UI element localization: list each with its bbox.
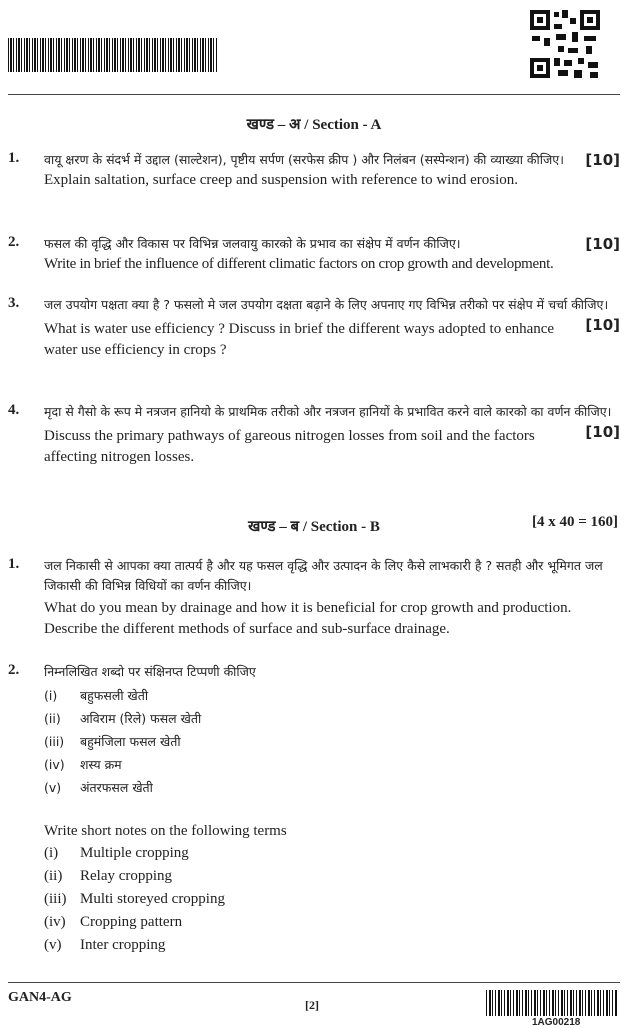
list-item: (iii) बहुमंजिला फसल खेती [44, 734, 181, 749]
qr-code-icon [528, 8, 602, 80]
question-number: 4. [8, 402, 20, 418]
question-english: Discuss the primary pathways of gareous nitrogen losses from soil and the factors affecting nitrogen losses. [44, 428, 535, 465]
question-hindi: निम्नलिखित शब्दो पर संक्षिनप्त टिप्पणी कीजिए [44, 664, 256, 679]
question-number: 2. [8, 662, 20, 678]
question-a3 [8, 295, 620, 385]
question-b1 [8, 556, 620, 646]
list-item: (v) अंतरफसल खेती [44, 780, 153, 795]
question-marks: [10] [585, 316, 620, 334]
question-hindi: मृदा से गैसो के रूप मे नत्रजन हानियो के प्राथमिक तरीको और नत्रजन हानियों के प्रभावित करने वाले कारको का वर्णन कीजिए। [10] [44, 404, 620, 441]
question-a1 [8, 150, 620, 216]
top-barcode [8, 38, 218, 72]
serial-number: 1AG00218 [532, 1017, 581, 1028]
question-marks: [10] [585, 423, 620, 441]
question-english: Write short notes on the following terms [44, 823, 287, 839]
question-hindi: जल निकासी से आपका क्या तात्पर्य है और यह फसल वृद्धि और उत्पादन के लिए कैसे लाभकारी है ? सतही और भूमिगत जल जिकासी की विभिन्न विधियों का वर्णन कीजिए। [44, 558, 603, 593]
list-item: (iv) शस्य क्रम [44, 757, 122, 772]
top-rule [8, 94, 620, 95]
list-item: (ii) अविराम (रिले) फसल खेती [44, 711, 202, 726]
question-marks: [10] [585, 235, 620, 253]
question-hindi: वायू क्षरण के संदर्भ में उद्दाल (साल्टेशन), पृष्टीय सर्पण (सरफेस क्रीप ) और निलंबन (सस्पेन्शन) की व्याख्या कीजिए। [10] [44, 151, 620, 169]
bottom-rule [8, 982, 620, 983]
question-hindi: फसल की वृद्धि और विकास पर विभिन्न जलवायु कारको के प्रभाव का संक्षेप में वर्णन कीजिए। [10] [44, 235, 620, 253]
hindi-term-list [44, 684, 620, 799]
question-marks: [10] [585, 151, 620, 169]
list-item: (i) बहुफसली खेती [44, 688, 149, 703]
list-item: (iii) Multi storeyed cropping [44, 891, 225, 907]
question-english: Write in brief the influence of different climatic factors on crop growth and development. [44, 256, 554, 272]
question-english: Explain saltation, surface creep and suspension with reference to wind erosion. [44, 172, 519, 188]
english-term-list [44, 842, 620, 957]
section-b-title: खण्ड – ब / Section - B [248, 519, 380, 535]
list-item: (v) Inter cropping [44, 937, 166, 953]
question-a2 [8, 234, 620, 280]
list-item: (i) Multiple cropping [44, 845, 189, 861]
paper-code: GAN4-AG [8, 990, 72, 1005]
section-a-title: खण्ड – अ / Section - A [246, 117, 382, 133]
question-number: 2. [8, 234, 20, 250]
question-hindi: जल उपयोग पक्षता क्या है ? फसलो मे जल उपयोग दक्षता बढ़ाने के लिए अपनाए गए विभिन्न तरीको पर संक्षेप में चर्चा कीजिए। [10] [44, 297, 620, 334]
list-item: (ii) Relay cropping [44, 868, 173, 884]
page-number: [2] [305, 998, 319, 1012]
bottom-barcode [486, 990, 618, 1016]
question-english: What do you mean by drainage and how it is beneficial for crop growth and production. Describe the different methods of surface and sub-surface drainage. [44, 600, 572, 637]
question-a4 [8, 402, 620, 492]
question-b2 [8, 662, 620, 962]
list-item: (iv) Cropping pattern [44, 914, 183, 930]
question-english: What is water use efficiency ? Discuss in brief the different ways adopted to enhance water use efficiency in crops ? [44, 321, 555, 358]
question-number: 3. [8, 295, 20, 311]
question-number: 1. [8, 556, 20, 572]
section-b-marks: [4 x 40 = 160] [531, 514, 618, 530]
question-number: 1. [8, 150, 20, 166]
